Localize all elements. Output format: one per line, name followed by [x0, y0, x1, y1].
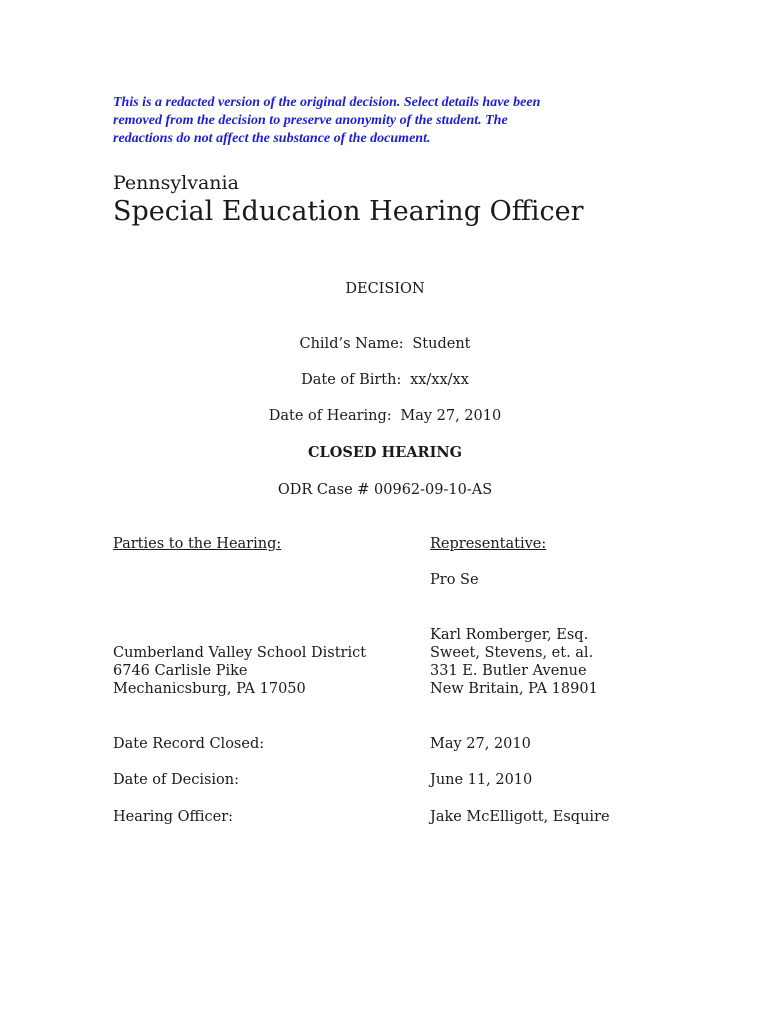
district-city: Mechanicsburg, PA 17050	[113, 681, 306, 697]
childs-name-line	[0, 334, 770, 354]
redaction-notice-line: This is a redacted version of the original decision. Select details have been	[113, 95, 541, 110]
district-rep-name: Karl Romberger, Esq.	[430, 627, 589, 643]
decision-date-value: June 11, 2010	[430, 772, 533, 788]
record-closed-value: May 27, 2010	[430, 736, 531, 752]
redaction-notice	[113, 94, 593, 148]
district-address	[113, 644, 366, 698]
redaction-notice-line: removed from the decision to preserve anonymity of the student. The	[113, 113, 508, 128]
district-rep-firm: Sweet, Stevens, et. al.	[430, 645, 594, 661]
hearing-type: CLOSED HEARING	[308, 444, 462, 461]
date-of-birth-line	[0, 370, 770, 390]
date-of-hearing-line	[0, 406, 770, 426]
hearing-officer-label: Hearing Officer:	[113, 809, 234, 825]
childs-name-value: Student	[412, 336, 471, 352]
record-closed-label: Date Record Closed:	[113, 736, 265, 752]
case-number-value: 00962-09-10-AS	[374, 482, 493, 498]
childs-name-label: Child’s Name:	[299, 336, 404, 352]
district-name: Cumberland Valley School District	[113, 645, 367, 661]
parent-representative: Pro Se	[430, 572, 479, 588]
district-representative-address	[430, 626, 598, 698]
office-title: Special Education Hearing Officer	[113, 196, 584, 227]
case-number-line	[0, 480, 770, 500]
decision-date-label: Date of Decision:	[113, 772, 239, 788]
decision-title: DECISION	[345, 281, 425, 297]
date-of-birth-label: Date of Birth:	[301, 372, 402, 388]
district-rep-street: 331 E. Butler Avenue	[430, 663, 587, 679]
state-name: Pennsylvania	[113, 172, 239, 194]
hearing-officer-value: Jake McElligott, Esquire	[430, 809, 610, 825]
redaction-notice-line: redactions do not affect the substance of the document.	[113, 131, 431, 146]
date-of-birth-value: xx/xx/xx	[410, 372, 469, 388]
date-of-hearing-label: Date of Hearing:	[268, 408, 392, 424]
case-number-label: ODR Case #	[277, 482, 370, 498]
district-rep-city: New Britain, PA 18901	[430, 681, 598, 697]
date-of-hearing-value: May 27, 2010	[400, 408, 502, 424]
parties-heading: Parties to the Hearing:	[113, 536, 282, 552]
district-street: 6746 Carlisle Pike	[113, 663, 248, 679]
representative-heading: Representative:	[430, 536, 547, 552]
